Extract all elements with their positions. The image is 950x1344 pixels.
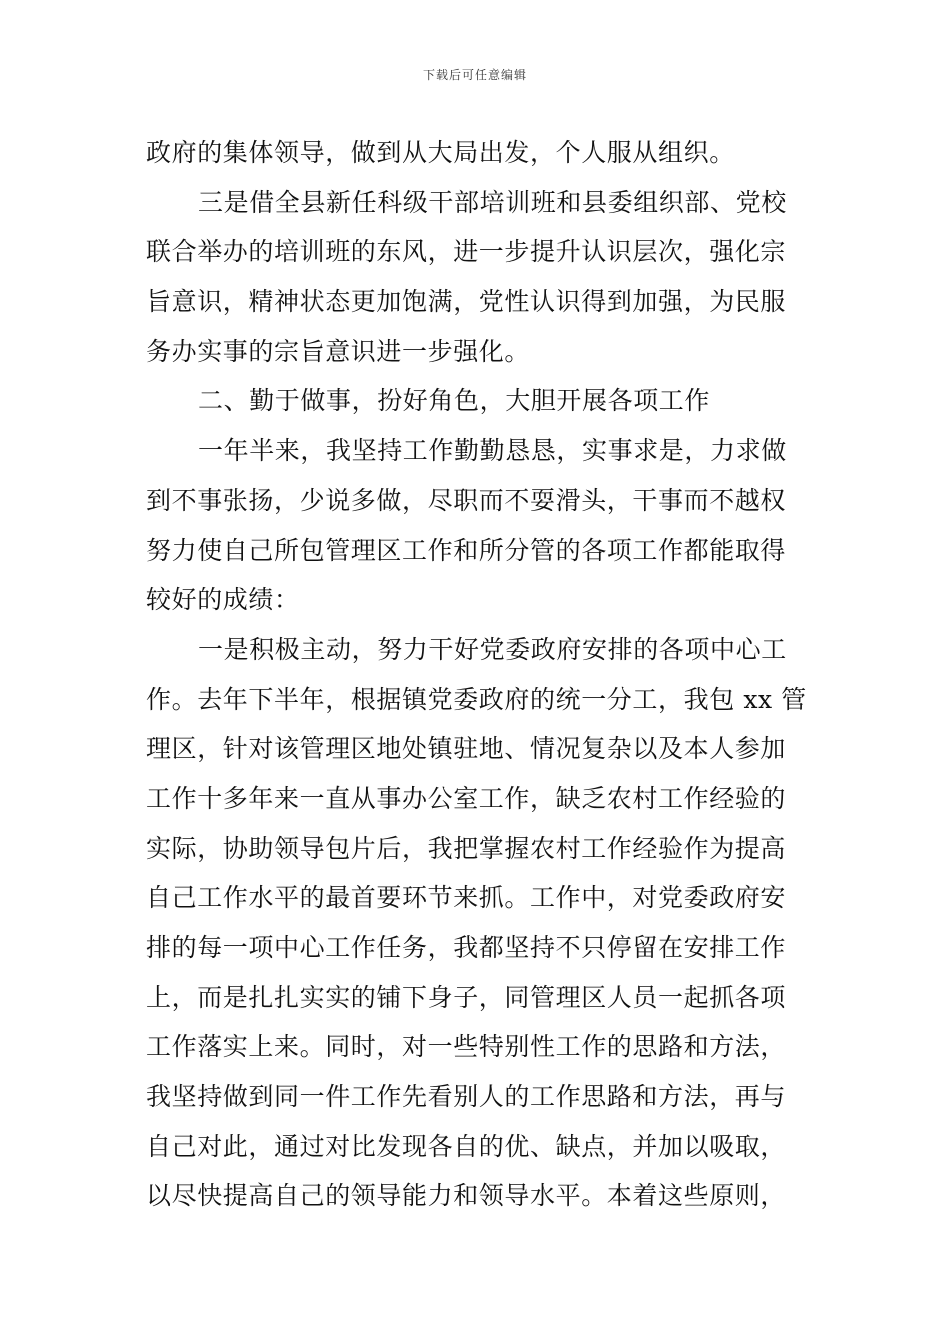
text-line: 实际，协助领导包片后，我把掌握农村工作经验作为提高 xyxy=(146,833,787,863)
text-line: 上，而是扎扎实实的铺下身子，同管理区人员一起抓各项 xyxy=(146,982,787,1012)
text-line: 到不事张扬，少说多做，尽职而不耍滑头，干事而不越权 xyxy=(146,485,787,515)
text-line: 排的每一项中心工作任务，我都坚持不只停留在安排工作 xyxy=(146,933,787,962)
text-line: 一年半来，我坚持工作勤勤恳恳，实事求是，力求做 xyxy=(198,436,787,466)
text-line: 较好的成绩： xyxy=(146,585,300,615)
text-line: 政府的集体领导，做到从大局出发，个人服从组织。 xyxy=(146,138,735,167)
document-body xyxy=(146,128,816,1221)
text-line: 务办实事的宗旨意识进一步强化。 xyxy=(146,336,531,366)
text-line: 工作落实上来。同时，对一些特别性工作的思路和方法， xyxy=(146,1032,787,1062)
text-line: 旨意识，精神状态更加饱满，党性认识得到加强，为民服 xyxy=(146,287,787,317)
text-line: 三是借全县新任科级干部培训班和县委组织部、党校 xyxy=(198,187,787,217)
text-line: 理区，针对该管理区地处镇驻地、情况复杂以及本人参加 xyxy=(146,734,787,764)
text-line: 联合举办的培训班的东风，进一步提升认识层次，强化宗 xyxy=(146,237,787,267)
section-heading: 二、勤于做事，扮好角色，大胆开展各项工作 xyxy=(198,386,711,416)
page-header: 下载后可任意编辑 xyxy=(422,68,527,82)
text-line: 自己工作水平的最首要环节来抓。工作中，对党委政府安 xyxy=(146,883,787,913)
text-line: 我坚持做到同一件工作先看别人的工作思路和方法，再与 xyxy=(146,1082,787,1112)
text-line: 自己对此，通过对比发现各自的优、缺点，并加以吸取， xyxy=(146,1131,787,1161)
text-line: 努力使自己所包管理区工作和所分管的各项工作都能取得 xyxy=(146,535,787,565)
text-line: 以尽快提高自己的领导能力和领导水平。本着这些原则， xyxy=(146,1181,787,1211)
text-line: 作。去年下半年，根据镇党委政府的统一分工，我包 xx 管 xyxy=(146,684,807,714)
text-line: 一是积极主动，努力干好党委政府安排的各项中心工 xyxy=(198,634,787,664)
text-line: 工作十多年来一直从事办公室工作，缺乏农村工作经验的 xyxy=(146,783,787,813)
